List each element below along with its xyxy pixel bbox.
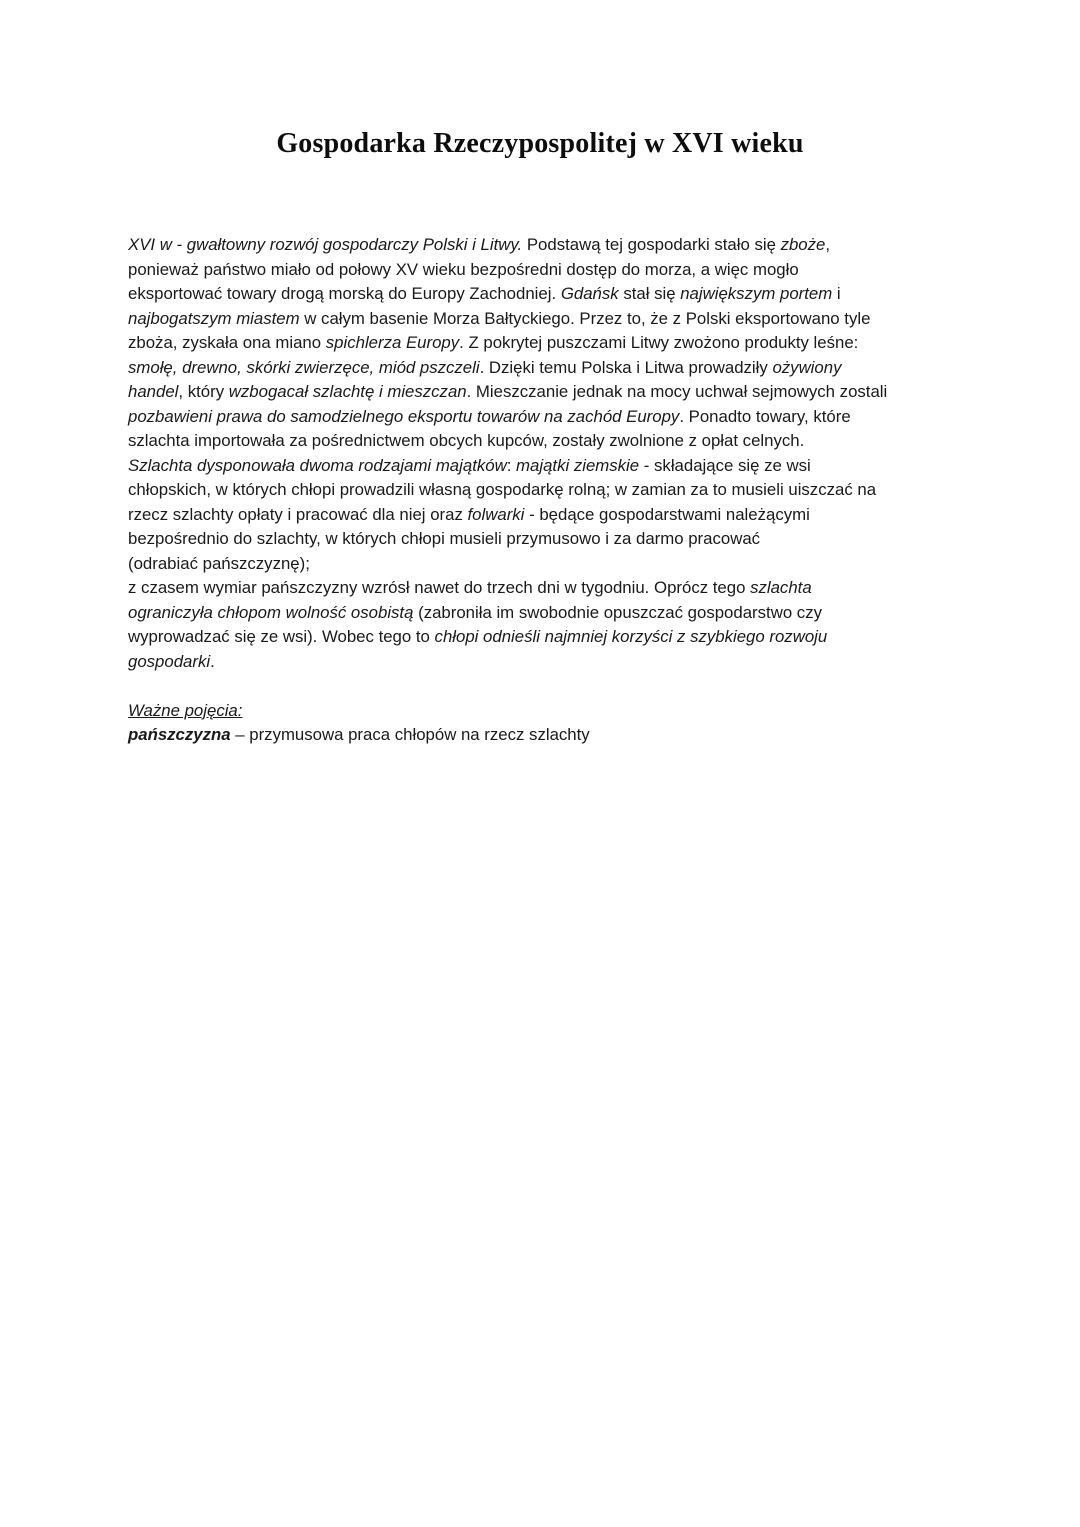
text-segment: ponieważ państwo miało od połowy XV wieku bezpośredni dostęp do morza, a więc mogło (128, 259, 799, 279)
text-segment: największym portem (680, 284, 833, 303)
text-segment: gospodarki (128, 651, 211, 671)
document-title: Gospodarka Rzeczypospolitej w XVI wieku (276, 128, 804, 159)
text-line (128, 454, 968, 479)
text-segment: wzbogacał szlachtę i mieszczan (228, 382, 467, 401)
text-segment: . (210, 651, 215, 671)
text-line (128, 405, 968, 430)
text-segment: XVI w - gwałtowny rozwój gospodarczy Polski i Litwy. (128, 235, 523, 254)
text-segment: zboże (780, 235, 826, 254)
text-segment: szlachta importowała za pośrednictwem obcych kupców, zostały zwolnione z opłat celnych. (128, 431, 805, 450)
text-line (128, 527, 968, 552)
text-segment: pozbawieni prawa do samodzielnego eksportu towarów na zachód Europy (128, 406, 680, 426)
text-line (128, 356, 968, 381)
text-line (128, 258, 968, 283)
text-segment: szlachta (750, 578, 812, 597)
text-segment: i (832, 284, 841, 303)
text-line (128, 552, 968, 577)
text-segment: smołę, drewno, skórki zwierzęce, miód pszczeli (128, 357, 480, 377)
text-segment: spichlerza Europy (325, 333, 460, 352)
text-segment: . Mieszczanie jednak na mocy uchwał sejmowych zostali (466, 382, 888, 401)
text-segment: . Z pokrytej puszczami Litwy zwożono produkty leśne: (459, 333, 859, 352)
text-segment: . Ponadto towary, które (679, 406, 851, 426)
document-body (128, 233, 968, 748)
text-segment: ożywiony (772, 357, 842, 377)
text-line (128, 503, 968, 528)
text-segment: chłopi odnieśli najmniej korzyści z szybkiego rozwoju (434, 627, 828, 646)
text-line (128, 282, 968, 307)
text-segment: (zabroniła im swobodnie opuszczać gospodarstwo czy (413, 602, 822, 622)
text-segment: eksportować towary drogą morską do Europy Zachodniej. (128, 284, 561, 303)
text-segment: handel (128, 382, 179, 401)
text-segment: – przymusowa praca chłopów na rzecz szlachty (230, 725, 590, 744)
text-segment: Szlachta dysponowała dwoma rodzajami majątków (128, 455, 507, 475)
text-segment: bezpośrednio do szlachty, w których chłopi musieli przymusowo i za darmo pracować (128, 529, 761, 548)
text-segment: - będące gospodarstwami należącymi (524, 504, 810, 524)
text-segment: folwarki (467, 504, 525, 524)
text-line (128, 601, 968, 626)
text-segment: Podstawą tej gospodarki stało się (522, 235, 781, 254)
text-segment: majątki ziemskie (516, 455, 640, 475)
text-segment: z czasem wymiar pańszczyzny wzrósł nawet do trzech dni w tygodniu. Oprócz tego (128, 578, 751, 597)
text-segment: rzecz szlachty opłaty i pracować dla niej oraz (128, 504, 468, 524)
text-segment: w całym basenie Morza Bałtyckiego. Przez to, że z Polski eksportowano tyle (299, 308, 871, 328)
text-segment: : (506, 455, 517, 475)
text-line (128, 380, 968, 405)
text-line (128, 429, 968, 454)
text-segment: chłopskich, w których chłopi prowadzili własną gospodarkę rolną; w zamian za to musieli uiszczać na (128, 480, 877, 499)
text-line (128, 576, 968, 601)
text-segment: ograniczyła chłopom wolność osobistą (128, 602, 414, 622)
text-segment: wyprowadzać się ze wsi). Wobec tego to (128, 627, 435, 646)
text-line (128, 723, 968, 748)
text-segment: . Dzięki temu Polska i Litwa prowadziły (479, 357, 773, 377)
text-segment: - składające się ze wsi (639, 455, 811, 475)
text-segment: , który (178, 382, 229, 401)
text-line (128, 625, 968, 650)
text-segment: , (825, 235, 831, 254)
text-line (128, 478, 968, 503)
text-segment: (odrabiać pańszczyznę); (128, 553, 310, 573)
text-line (128, 233, 968, 258)
text-segment: stał się (618, 284, 681, 303)
text-segment: Gdańsk (560, 284, 619, 303)
text-line (128, 650, 968, 675)
text-segment: Ważne pojęcia: (128, 700, 243, 720)
text-line (128, 331, 968, 356)
text-segment: zboża, zyskała ona miano (128, 333, 326, 352)
text-segment: najbogatszym miastem (128, 308, 300, 328)
blank-line (128, 674, 968, 699)
text-segment: pańszczyzna (128, 725, 231, 744)
text-line (128, 307, 968, 332)
text-line (128, 699, 968, 724)
